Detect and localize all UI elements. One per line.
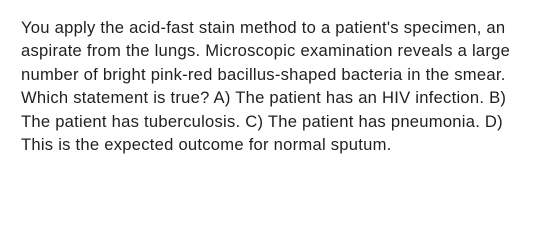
question-line: aspirate from the lungs. Microscopic examination reveals a large (21, 41, 511, 61)
question-line: The patient has tuberculosis. C) The patient has pneumonia. D) (21, 111, 503, 131)
question-line: number of bright pink-red bacillus-shaped bacteria in the smear. (21, 64, 506, 84)
question-line: This is the expected outcome for normal sputum. (21, 135, 392, 155)
question-line: You apply the acid-fast stain method to a patient's specimen, an (21, 18, 506, 37)
question-line: Which statement is true? A) The patient has an HIV infection. B) (21, 88, 507, 108)
question-text (21, 16, 545, 156)
